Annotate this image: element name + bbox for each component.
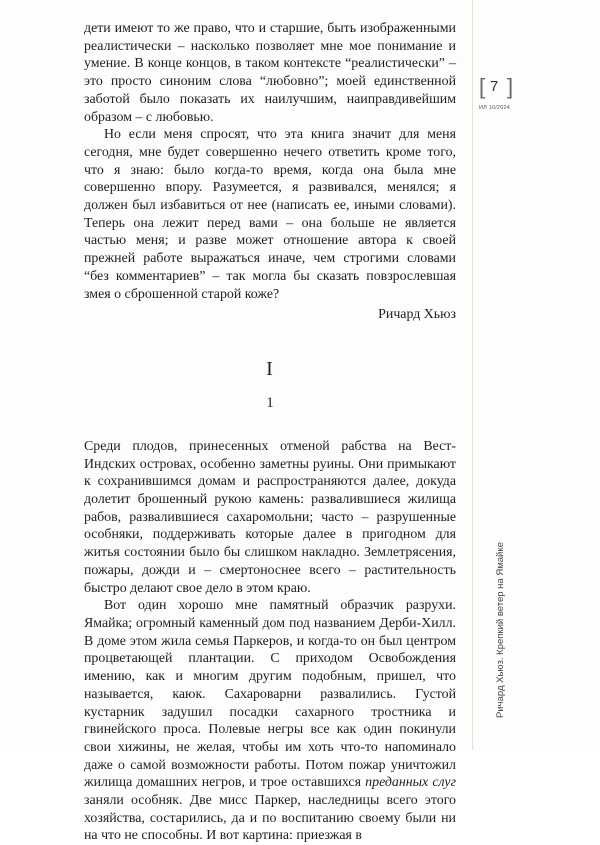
left-bracket-icon: [ bbox=[479, 74, 486, 99]
running-head: Ричард Хьюз. Крепкий ветер на Ямайке bbox=[495, 542, 506, 718]
page-edge-shadow bbox=[472, 0, 473, 750]
page-number: 7 bbox=[490, 78, 499, 95]
issue-code: ИЛ 10/2024 bbox=[479, 105, 510, 111]
chapter-paragraph-2 bbox=[84, 597, 456, 845]
italic-phrase: преданных слуг bbox=[365, 775, 457, 791]
right-bracket-icon: ] bbox=[507, 74, 514, 99]
chapter-paragraph-1: Среди плодов, принесенных отменой рабства на Вест-Индских островах, особенно заметны руины. Они примыкают к сохранившимся домам и распространяются далее, докуда долетит брошенный рукою камень: развалившиеся жилища рабов, развалившиеся сахаромольни; часто – разрушенные особняки, поддерживать которые далее в пригодном для житья состоянии было бы слишком накладно. Землетрясения, пожары, дожди и – смертоноснее всего – растительность быстро делают свое дело в этом краю. bbox=[84, 438, 456, 596]
page-number-box bbox=[479, 76, 539, 102]
section-number: 1 bbox=[266, 394, 274, 411]
chapter-paragraph-2-end: заняли особняк. Две мисс Паркер, наследницы всего этого хозяйства, состарились, да и по воспитанию своему были ни на что не способны. И вот картина: приезжая в bbox=[84, 793, 456, 844]
chapter-body bbox=[84, 438, 456, 845]
author-signature: Ричард Хьюз bbox=[378, 307, 456, 323]
chapter-number: I bbox=[266, 357, 274, 380]
text-column bbox=[84, 20, 456, 845]
preface-paragraph-2: Но если меня спросят, что эта книга значит для меня сегодня, мне будет совершенно нечего ответить кроме того, что я знаю: было когда-то время, когда она была мне совершенно впору. Разумеется, я развивался, менялся; я должен был избавиться от нее (написать ее, иными словами). Теперь она лежит перед вами – она больше не является частью меня; и разве может отношение автора к своей прежней работе выражаться иначе, чем строгими словами “без комментариев” – так могла бы сказать повзрослевшая змея о сброшенной старой коже? bbox=[84, 127, 456, 302]
preface-paragraph-1: дети имеют то же право, что и старшие, быть изображенными реалистически – насколько позволяет мне мое понимание и умение. В конце концов, в таком контексте “реалистически” – это просто синоним слова “любовно”; моей единственной заботой было показать их наилучшим, наиправдивейшим образом – с любовью. bbox=[84, 21, 456, 125]
chapter-paragraph-2-start: Вот один хорошо мне памятный образчик разрухи. Ямайка; огромный каменный дом под названием Дерби-Хилл. В доме этом жила семья Паркеров, и когда-то он был центром процветающей плантации. С приходом Освобождения имению, как и многим другим подобным, пришел, что называется, каюк. Сахароварни развалились. Густой кустарник задушил посадки сахарного тростника и гвинейского проса. Полевые негры все как один покинули свои хижины, не желая, чтобы им хоть что-то напоминало даже о самой возможности работы. Потом пожар уничтожил жилища домашних негров, и трое оставшихся bbox=[84, 598, 456, 791]
